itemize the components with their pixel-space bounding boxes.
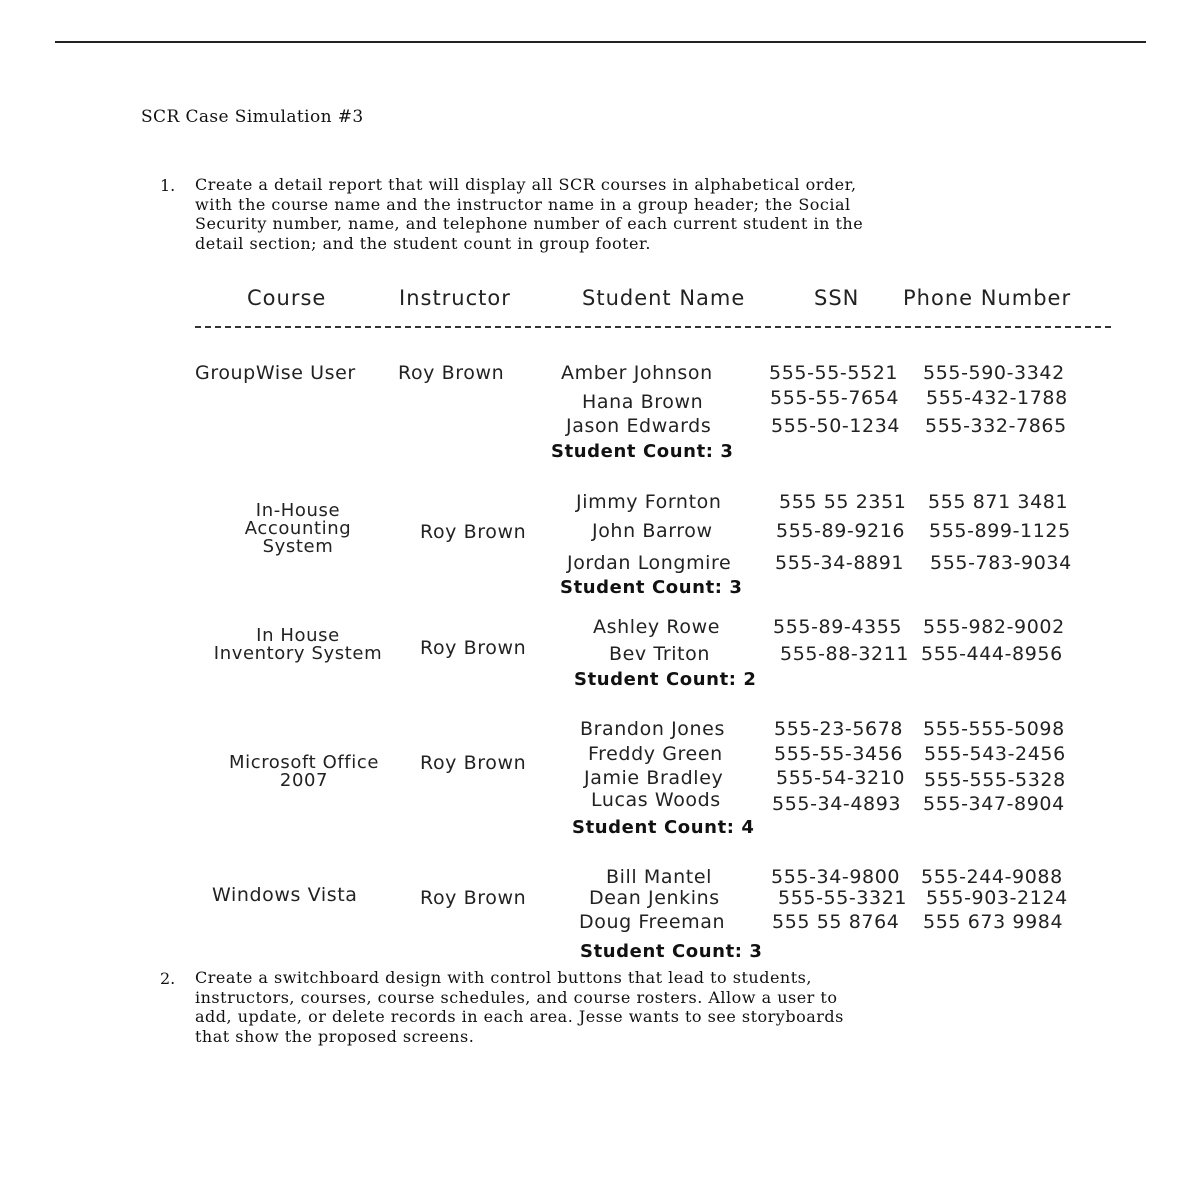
student-name: Doug Freeman [579, 911, 726, 933]
document-title: SCR Case Simulation #3 [141, 107, 364, 127]
header-instructor: Instructor [399, 286, 511, 310]
group-course-line: In House [256, 625, 340, 646]
student-name: Bev Triton [609, 643, 711, 665]
student-ssn: 555-50-1234 [771, 415, 901, 437]
student-name: Lucas Woods [591, 789, 721, 811]
student-name: Jimmy Fornton [576, 491, 722, 513]
group-course [190, 627, 406, 663]
student-count: Student Count: 3 [580, 941, 763, 962]
header-ssn: SSN [814, 286, 860, 310]
group-course [218, 502, 378, 556]
student-name: Amber Johnson [561, 362, 713, 384]
student-phone: 555-982-9002 [923, 616, 1065, 638]
student-phone: 555-543-2456 [924, 743, 1066, 765]
student-name: Ashley Rowe [593, 616, 720, 638]
student-name: Brandon Jones [580, 718, 725, 740]
question-2-line: add, update, or delete records in each area. Jesse wants to see storyboards [195, 1007, 844, 1026]
student-ssn: 555-89-9216 [776, 520, 906, 542]
student-ssn: 555-55-7654 [770, 387, 900, 409]
student-ssn: 555-54-3210 [776, 767, 906, 789]
student-count: Student Count: 3 [560, 577, 743, 598]
question-1-line: Security number, name, and telephone number of each current student in the [195, 214, 864, 233]
student-phone: 555 673 9984 [923, 911, 1064, 933]
student-ssn: 555-89-4355 [773, 616, 903, 638]
student-ssn: 555 55 2351 [779, 491, 907, 513]
student-ssn: 555-55-3321 [778, 887, 908, 909]
top-rule [55, 41, 1146, 43]
group-course-line: In-House [255, 500, 341, 521]
header-dashed-divider [195, 326, 1111, 328]
student-phone: 555-432-1788 [926, 387, 1068, 409]
student-ssn: 555-55-3456 [774, 743, 904, 765]
student-name: Freddy Green [588, 743, 723, 765]
group-instructor: Roy Brown [420, 752, 527, 774]
student-name: Jamie Bradley [584, 767, 724, 789]
group-course [206, 754, 402, 790]
student-count: Student Count: 2 [574, 669, 757, 690]
question-1-line: Create a detail report that will display all SCR courses in alphabetical order, [195, 175, 857, 194]
group-instructor: Roy Brown [420, 521, 527, 543]
student-phone: 555-783-9034 [930, 552, 1072, 574]
header-course: Course [247, 286, 327, 310]
student-phone: 555-332-7865 [925, 415, 1067, 437]
student-phone: 555-555-5098 [923, 718, 1065, 740]
group-course-line: Accounting [244, 518, 352, 539]
header-student-name: Student Name [582, 286, 746, 310]
student-name: Jordan Longmire [567, 552, 732, 574]
student-phone: 555-444-8956 [921, 643, 1063, 665]
student-phone: 555-347-8904 [923, 793, 1065, 815]
student-ssn: 555-34-4893 [772, 793, 902, 815]
question-1-line: detail section; and the student count in group footer. [195, 233, 651, 253]
student-name: Hana Brown [582, 391, 704, 413]
student-ssn: 555-34-9800 [771, 866, 901, 888]
student-name: Jason Edwards [566, 415, 712, 437]
group-course-line: 2007 [279, 770, 329, 791]
student-name: Bill Mantel [606, 866, 713, 888]
student-phone: 555-244-9088 [921, 866, 1063, 888]
header-phone-number: Phone Number [903, 286, 1072, 310]
group-course-line: Microsoft Office [228, 752, 380, 773]
student-phone: 555-903-2124 [926, 887, 1068, 909]
question-1-number: 1. [160, 176, 176, 195]
student-name: John Barrow [592, 520, 713, 542]
question-2-line: Create a switchboard design with control buttons that lead to students, [195, 968, 812, 987]
question-2-text [195, 968, 1075, 1046]
student-phone: 555-590-3342 [923, 362, 1065, 384]
student-ssn: 555-23-5678 [774, 718, 904, 740]
student-ssn: 555-88-3211 [780, 643, 910, 665]
student-phone: 555-555-5328 [924, 769, 1066, 791]
question-2-number: 2. [160, 969, 176, 988]
group-instructor: Roy Brown [420, 887, 527, 909]
question-2-line: that show the proposed screens. [195, 1026, 475, 1046]
student-count: Student Count: 3 [551, 441, 734, 462]
student-ssn: 555-34-8891 [775, 552, 905, 574]
question-1-line: with the course name and the instructor name in a group header; the Social [195, 194, 851, 214]
group-course: GroupWise User [195, 362, 356, 384]
student-ssn: 555-55-5521 [769, 362, 899, 384]
student-phone: 555 871 3481 [928, 491, 1069, 513]
question-2-line: instructors, courses, course schedules, and course rosters. Allow a user to [195, 987, 838, 1007]
group-instructor: Roy Brown [398, 362, 505, 384]
student-count: Student Count: 4 [572, 817, 755, 838]
student-phone: 555-899-1125 [929, 520, 1071, 542]
question-1-text [195, 175, 1075, 253]
group-course-line: System [262, 536, 334, 557]
group-course-line: Inventory System [213, 643, 383, 664]
student-name: Dean Jenkins [589, 887, 720, 909]
student-ssn: 555 55 8764 [772, 911, 900, 933]
group-course: Windows Vista [212, 884, 358, 906]
group-instructor: Roy Brown [420, 637, 527, 659]
